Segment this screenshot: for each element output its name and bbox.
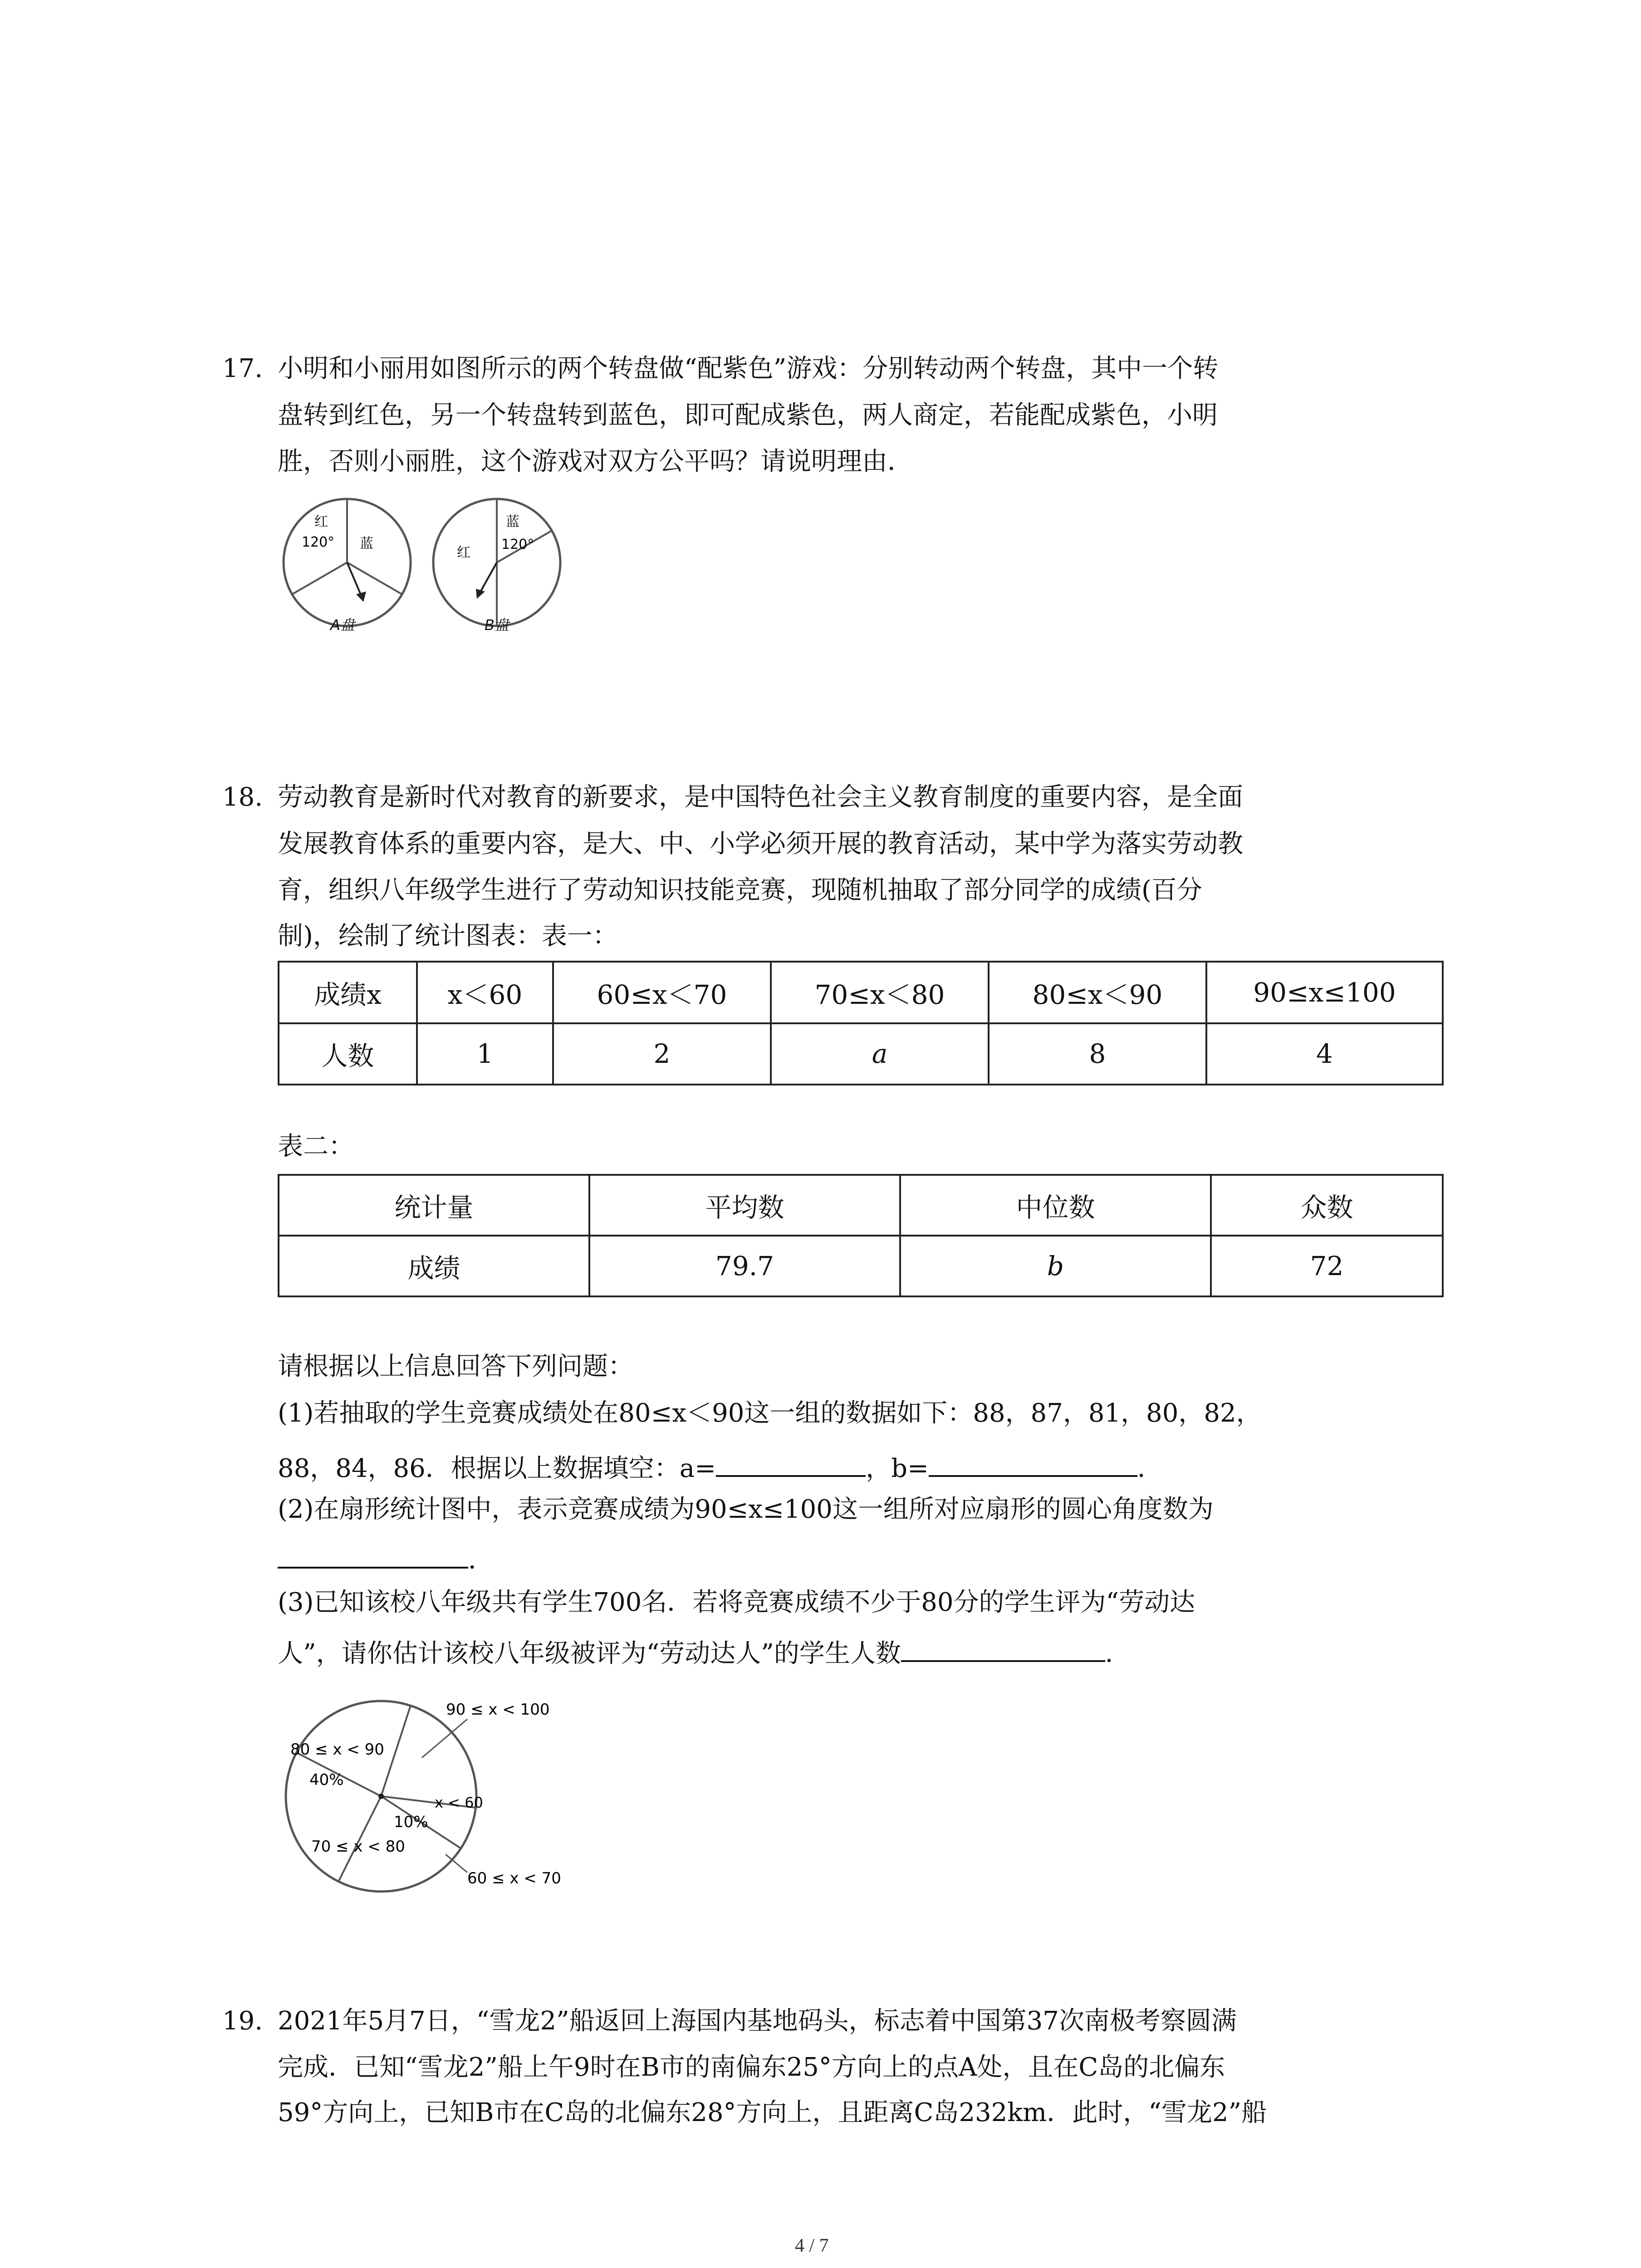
spinner-b-blue-label: 蓝 (506, 514, 519, 530)
q18-part1-text-a: 88，84，86．根据以上数据填空：a= (278, 1454, 716, 1483)
table2-header: 平均数 (589, 1175, 900, 1236)
q17-line-1: 小明和小丽用如图所示的两个转盘做“配紫色”游戏：分别转动两个转盘，其中一个转 (278, 354, 1219, 383)
answer-blank-b[interactable] (929, 1452, 1137, 1477)
q18-part1-text-c: ． (1137, 1454, 1163, 1483)
spinner-a-red-label: 红 (314, 514, 328, 530)
q17-line-3: 胜，否则小丽胜，这个游戏对双方公平吗？请说明理由． (278, 447, 913, 476)
table2-header: 统计量 (279, 1175, 589, 1236)
table1-count-cell: 8 (989, 1023, 1206, 1085)
table2-cell: 72 (1211, 1236, 1443, 1296)
table-row (279, 1023, 1443, 1085)
table1-count-cell: 4 (1206, 1023, 1443, 1085)
q17-number: 17. (222, 354, 263, 383)
table2-cell: 79.7 (589, 1236, 900, 1296)
table-row (279, 962, 1443, 1023)
pie-label-10pct: 10% (394, 1813, 428, 1831)
spinner-a-blue-label: 蓝 (360, 536, 373, 552)
table2-cell: 成绩 (279, 1236, 589, 1296)
q19-line-2: 完成．已知“雪龙2”船上午9时在B市的南偏东25°方向上的点A处，且在C岛的北偏东 (278, 2053, 1225, 2082)
table1-header-range: 60≤x＜70 (553, 962, 771, 1023)
page-number: 4 / 7 (795, 2235, 829, 2256)
q18-part3-text: 人”，请你估计该校八年级被评为“劳动达人”的学生人数 (278, 1639, 901, 1668)
score-pie-chart (272, 1687, 581, 1905)
table2-cell: b (900, 1236, 1211, 1296)
table1-header-range: x＜60 (417, 962, 553, 1023)
score-distribution-table (278, 961, 1444, 1085)
q18-intro-line-1: 劳动教育是新时代对教育的新要求，是中国特色社会主义教育制度的重要内容，是全面 (278, 782, 1243, 812)
q18-part3-line-1: (3)已知该校八年级共有学生700名．若将竞赛成绩不少于80分的学生评为“劳动达 (278, 1588, 1195, 1617)
q18-part1-line-2 (278, 1452, 1163, 1481)
table2-header: 众数 (1211, 1175, 1443, 1236)
table2-header: 中位数 (900, 1175, 1211, 1236)
table1-label-count: 人数 (279, 1023, 417, 1085)
q18-part2-end: ． (468, 1545, 494, 1575)
table1-header-range: 80≤x＜90 (989, 962, 1206, 1023)
answer-blank-a[interactable] (716, 1452, 866, 1477)
answer-blank-count[interactable] (901, 1637, 1105, 1662)
pie-label-60-70: 60 ≤ x < 70 (467, 1869, 561, 1887)
table1-count-cell: 2 (553, 1023, 771, 1085)
table-row (279, 1236, 1443, 1296)
q18-part3-line-2 (278, 1637, 1131, 1667)
answer-blank-angle[interactable] (278, 1543, 468, 1569)
table2-label: 表二： (278, 1132, 354, 1161)
table1-header-range: 90≤x≤100 (1206, 962, 1443, 1023)
spinner-b-caption: B盘 (485, 616, 509, 634)
q18-number: 18. (222, 782, 263, 812)
spinner-a-angle-label: 120° (302, 534, 335, 550)
q18-prompt: 请根据以上信息回答下列问题： (278, 1352, 633, 1381)
table1-count-cell: a (771, 1023, 989, 1085)
spinner-a-caption: A盘 (330, 616, 355, 634)
pie-label-lt60: x < 60 (435, 1794, 483, 1811)
pie-label-40pct: 40% (309, 1771, 344, 1789)
table-row (279, 1175, 1443, 1236)
q18-part2-line-1: (2)在扇形统计图中，表示竞赛成绩为90≤x≤100这一组所对应扇形的圆心角度数为 (278, 1495, 1214, 1524)
spinner-b-red-label: 红 (457, 545, 470, 561)
spinner-b-angle-label: 120° (501, 537, 534, 552)
q18-intro-line-4: 制)，绘制了统计图表：表一： (278, 921, 618, 951)
q19-line-3: 59°方向上，已知B市在C岛的北偏东28°方向上，且距离C岛232km．此时，“雪龙2”船 (278, 2098, 1267, 2127)
table1-header-range: 70≤x＜80 (771, 962, 989, 1023)
q18-intro-line-2: 发展教育体系的重要内容，是大、中、小学必须开展的教育活动，某中学为落实劳动教 (278, 829, 1243, 859)
q19-number: 19. (222, 2006, 263, 2036)
q18-intro-line-3: 育，组织八年级学生进行了劳动知识技能竞赛，现随机抽取了部分同学的成绩(百分 (278, 875, 1202, 905)
table1-header-score: 成绩x (279, 962, 417, 1023)
statistics-table (278, 1174, 1444, 1297)
pie-label-90-100: 90 ≤ x < 100 (446, 1701, 550, 1719)
q17-line-2: 盘转到红色，另一个转盘转到蓝色，即可配成紫色，两人商定，若能配成紫色，小明 (278, 401, 1218, 430)
q18-part3-end: ． (1105, 1639, 1131, 1668)
pie-label-70-80: 70 ≤ x < 80 (311, 1838, 405, 1856)
q18-part1-line-1: (1)若抽取的学生竞赛成绩处在80≤x＜90这一组的数据如下：88，87，81，80，82， (278, 1398, 1262, 1428)
table1-count-cell: 1 (417, 1023, 553, 1085)
q18-part1-text-b: ，b= (866, 1454, 929, 1483)
pie-label-80-90: 80 ≤ x < 90 (290, 1740, 384, 1759)
q18-part2-line-2 (278, 1543, 494, 1573)
q19-line-1: 2021年5月7日，“雪龙2”船返回上海国内基地码头，标志着中国第37次南极考察圆满 (278, 2006, 1237, 2036)
